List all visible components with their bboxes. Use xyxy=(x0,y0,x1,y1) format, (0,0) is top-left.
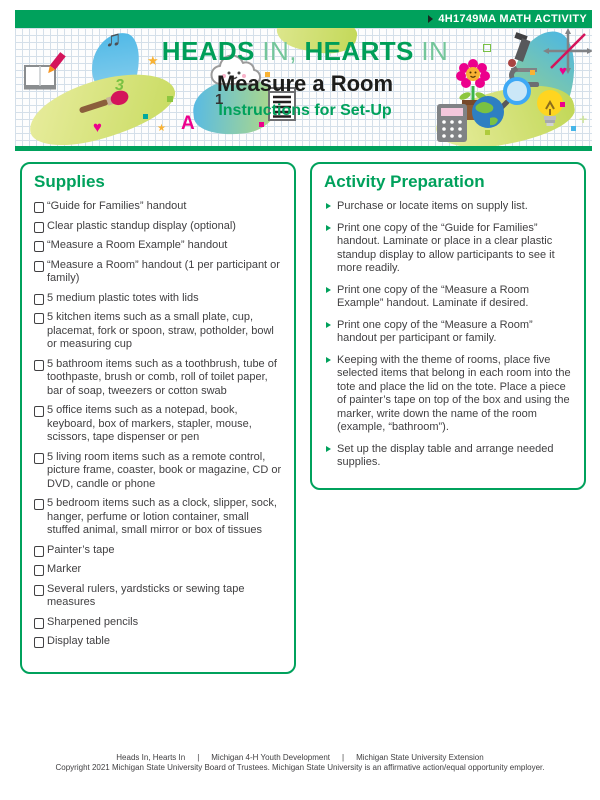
supplies-item-text: “Measure a Room Example” handout xyxy=(47,239,228,251)
supplies-item xyxy=(34,451,282,492)
checkbox-icon xyxy=(34,261,44,272)
activity-item-text: Keeping with the theme of rooms, place five selected items that belong in each room into the tote and place the lid on the tote. Place a piece of painter’s tape on top of the box and using the marker, write down the name of the room (example, “bathroom”). xyxy=(337,353,571,433)
supplies-item xyxy=(34,292,282,306)
checkbox-icon xyxy=(34,499,44,510)
supplies-item-text: “Measure a Room” handout (1 per participant or family) xyxy=(47,258,280,284)
checkbox-icon xyxy=(34,313,44,324)
activity-item-text: Set up the display table and arrange needed supplies. xyxy=(337,442,554,468)
supplies-item-text: Clear plastic standup display (optional) xyxy=(47,219,236,232)
supplies-item xyxy=(34,239,282,253)
square-dot xyxy=(483,44,491,52)
title-word: HEARTS xyxy=(304,36,414,66)
letter-a: A xyxy=(181,113,195,134)
supplies-item-text: “Guide for Families” handout xyxy=(47,200,187,212)
supplies-item xyxy=(34,200,282,214)
title-word: HEADS xyxy=(161,36,255,66)
footer-credit-line xyxy=(0,753,600,763)
activity-item xyxy=(324,200,572,214)
arrow-bullet-icon xyxy=(326,446,331,452)
plus-sign: + xyxy=(579,111,588,127)
supplies-item xyxy=(34,311,282,352)
square-dot xyxy=(571,126,576,131)
supplies-item xyxy=(34,358,282,399)
checkbox-icon xyxy=(34,294,44,305)
lightbulb-icon xyxy=(533,88,567,136)
activity-item-text: Purchase or locate items on supply list. xyxy=(337,200,528,212)
supplies-item-text: Painter’s tape xyxy=(47,543,115,556)
footer-text: Michigan State University Extension xyxy=(356,753,484,762)
checkbox-icon xyxy=(34,202,44,213)
checkbox-icon xyxy=(34,360,44,371)
header-divider xyxy=(15,146,592,151)
checkbox-icon xyxy=(34,546,44,557)
top-banner xyxy=(15,10,592,28)
banner-arrow-icon xyxy=(428,15,433,23)
page-title xyxy=(128,36,482,68)
page-footer xyxy=(0,753,600,773)
supplies-item-text: 5 office items such as a notepad, book, keyboard, box of markers, stapler, mouse, scissors, tape dispenser or pen xyxy=(47,404,252,443)
header-titles xyxy=(128,37,482,120)
square-dot xyxy=(259,122,264,127)
square-dot xyxy=(530,70,535,75)
activity-preparation-panel xyxy=(310,162,586,490)
arrow-bullet-icon xyxy=(326,322,331,328)
supplies-item xyxy=(34,563,282,577)
supplies-item-text: 5 medium plastic totes with lids xyxy=(47,291,199,304)
square-dot xyxy=(485,130,490,135)
music-note-icon: ♫ xyxy=(105,28,122,51)
title-word: IN xyxy=(421,36,449,66)
supplies-item xyxy=(34,635,282,649)
heart-icon: ♥ xyxy=(93,119,102,136)
graph-axes-icon xyxy=(543,28,592,78)
header-tagline: Instructions for Set-Up xyxy=(218,102,392,119)
checkbox-icon xyxy=(34,618,44,629)
activity-item-text: Print one copy of the “Guide for Families” handout. Laminate or place in a clear plastic standup display to allow participants to see it more readily. xyxy=(337,221,555,274)
supplies-item-text: Sharpened pencils xyxy=(47,615,139,628)
arrow-bullet-icon xyxy=(326,287,331,293)
footer-text: Michigan 4-H Youth Development xyxy=(211,753,331,762)
checkbox-icon xyxy=(34,241,44,252)
activity-item-text: Print one copy of the “Measure a Room” handout per participant or family. xyxy=(337,318,533,344)
arrow-bullet-icon xyxy=(326,203,331,209)
activity-item xyxy=(324,222,572,276)
square-dot xyxy=(560,102,565,107)
supplies-item-text: Several rulers, yardsticks or sewing tape measures xyxy=(47,582,245,608)
arrow-bullet-icon xyxy=(326,357,331,363)
checkbox-icon xyxy=(34,585,44,596)
footer-text: Heads In, Hearts In xyxy=(116,753,186,762)
supplies-heading: Supplies xyxy=(34,172,105,191)
header-graphic xyxy=(15,28,592,146)
digit-3: 3 xyxy=(115,77,124,94)
digit-1: 1 xyxy=(215,91,224,108)
checkbox-icon xyxy=(34,637,44,648)
supplies-item-text: 5 bedroom items such as a clock, slipper, sock, hanger, perfume or lotion container, small stuffed animal, small mirror or box of tissues xyxy=(47,497,277,536)
activity-item xyxy=(324,443,572,470)
banner-label: 4H1749MA MATH ACTIVITY xyxy=(438,13,587,25)
supplies-item xyxy=(34,404,282,445)
supplies-item xyxy=(34,259,282,286)
supplies-item-text: Display table xyxy=(47,635,110,647)
activity-item xyxy=(324,319,572,346)
checkbox-icon xyxy=(34,453,44,464)
heart-icon: ♥ xyxy=(559,63,567,78)
activity-item-text: Print one copy of the “Measure a Room Example” handout. Laminate if desired. xyxy=(337,283,529,309)
supplies-item xyxy=(34,583,282,610)
checkbox-icon xyxy=(34,222,44,233)
star-icon: ★ xyxy=(147,53,159,68)
supplies-item-text: 5 kitchen items such as a small plate, cup, placemat, fork or spoon, straw, potholder, bowl or measuring cup xyxy=(47,311,274,350)
supplies-item xyxy=(34,497,282,538)
supplies-item xyxy=(34,220,282,234)
star-icon: ★ xyxy=(157,123,166,134)
activity-heading: Activity Preparation xyxy=(324,172,485,191)
supplies-item xyxy=(34,616,282,630)
arrow-bullet-icon xyxy=(326,225,331,231)
activity-item xyxy=(324,354,572,435)
footer-separator: | xyxy=(197,753,200,762)
footer-copyright: Copyright 2021 Michigan State University Board of Trustees. Michigan State University is an affirmative action/equal opportunity employer. xyxy=(55,763,545,772)
checkbox-icon xyxy=(34,565,44,576)
supplies-item-text: 5 bathroom items such as a toothbrush, tube of toothpaste, brush or comb, roll of toilet paper, bar of soap, tweezers or cotton swab xyxy=(47,357,277,397)
supplies-item-text: 5 living room items such as a remote control, picture frame, coaster, book or magazine, CD or DVD, candle or phone xyxy=(47,450,282,490)
supplies-item xyxy=(34,544,282,558)
activity-list xyxy=(324,200,572,470)
title-word: IN, xyxy=(262,36,297,66)
activity-item xyxy=(324,284,572,311)
activity-name-title: Measure a Room xyxy=(216,71,394,96)
supplies-item-text: Marker xyxy=(47,563,82,575)
supplies-panel xyxy=(20,162,296,674)
checkbox-icon xyxy=(34,406,44,417)
book-pencil-icon xyxy=(23,52,71,96)
footer-separator: | xyxy=(342,753,345,762)
supplies-list xyxy=(34,200,282,649)
